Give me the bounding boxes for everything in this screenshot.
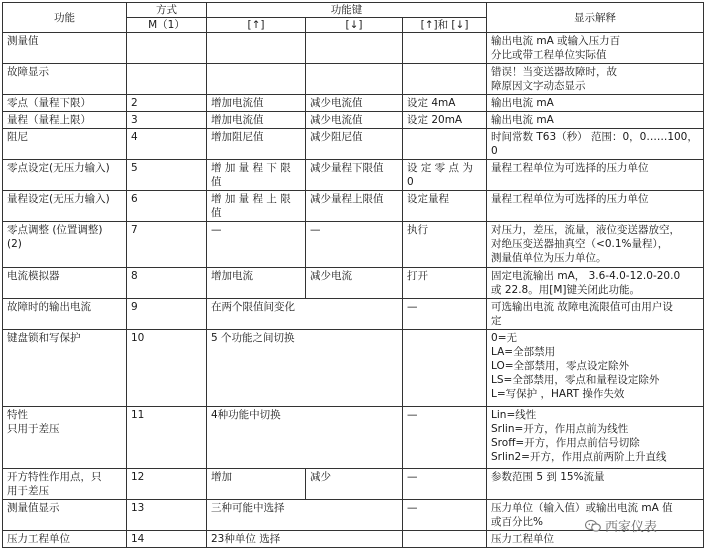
- cell-function: 零点（量程下限）: [3, 95, 127, 112]
- cell-function: 测量值显示: [3, 500, 127, 531]
- cell-display: 输出电流 mA: [487, 95, 704, 112]
- cell-key-up-down: 4种功能中切换: [207, 407, 403, 469]
- cell-display: 对压力，差压，流量，液位变送器放空， 对绝压变送器抽真空（<0.1%量程）， 测量值单位为压力单位。: [487, 222, 704, 268]
- cell-key-both: 执行: [403, 222, 487, 268]
- cell-key-both: 设定 4mA: [403, 95, 487, 112]
- cell-key-both: 设定 20mA: [403, 112, 487, 129]
- function-key-table: [2, 2, 704, 548]
- cell-key-down: 减少电流值: [306, 112, 403, 129]
- cell-mode: [127, 33, 207, 64]
- cell-mode: 10: [127, 330, 207, 407]
- cell-display: 量程工程单位为可选择的压力单位: [487, 191, 704, 222]
- cell-mode: 7: [127, 222, 207, 268]
- cell-mode: 3: [127, 112, 207, 129]
- cell-key-down: 减少量程下限值: [306, 160, 403, 191]
- cell-key-up-down: 5 个功能之间切换: [207, 330, 403, 407]
- cell-function: 电流模拟器: [3, 268, 127, 299]
- cell-key-both: —: [403, 407, 487, 469]
- header-keys: 功能键: [207, 3, 487, 18]
- table-row: [3, 299, 704, 330]
- cell-key-up: 增加: [207, 469, 306, 500]
- cell-display: 可选输出电流 故障电流限值可由用户设 定: [487, 299, 704, 330]
- cell-mode: 2: [127, 95, 207, 112]
- header-key-down: [↓]: [306, 18, 403, 33]
- header-function: 功能: [3, 3, 127, 33]
- cell-key-down: [306, 64, 403, 95]
- cell-key-up: —: [207, 222, 306, 268]
- table-row: [3, 112, 704, 129]
- table-row: [3, 129, 704, 160]
- chat-bubble-icon: [585, 519, 601, 533]
- cell-key-up: [207, 33, 306, 64]
- cell-mode: 9: [127, 299, 207, 330]
- cell-key-both: 设定量程: [403, 191, 487, 222]
- cell-function: 压力工程单位: [3, 531, 127, 548]
- cell-key-both: [403, 33, 487, 64]
- cell-mode: 4: [127, 129, 207, 160]
- cell-key-up: 增加电流值: [207, 112, 306, 129]
- cell-key-down: 减少阻尼值: [306, 129, 403, 160]
- cell-function: 开方特性作用点，只 用于差压: [3, 469, 127, 500]
- cell-mode: 12: [127, 469, 207, 500]
- cell-display: 参数范围 5 到 15%流量: [487, 469, 704, 500]
- cell-mode: [127, 64, 207, 95]
- table-row: [3, 160, 704, 191]
- cell-key-up: [207, 64, 306, 95]
- cell-key-up: 增加阻尼值: [207, 129, 306, 160]
- cell-key-up: 增 加 量 程 下 限 值: [207, 160, 306, 191]
- cell-mode: 6: [127, 191, 207, 222]
- cell-mode: 14: [127, 531, 207, 548]
- cell-display: 压力单位（输入值）或输出电流 mA 值 或百分比%: [487, 500, 704, 531]
- header-display: 显示解释: [487, 3, 704, 33]
- cell-key-down: —: [306, 222, 403, 268]
- cell-mode: 8: [127, 268, 207, 299]
- cell-function: 特性 只用于差压: [3, 407, 127, 469]
- cell-function: 故障时的输出电流: [3, 299, 127, 330]
- header-key-up: [↑]: [207, 18, 306, 33]
- cell-key-both: —: [403, 299, 487, 330]
- table-row: [3, 222, 704, 268]
- cell-key-both: —: [403, 469, 487, 500]
- cell-key-up: 增加电流: [207, 268, 306, 299]
- cell-display: 压力工程单位: [487, 531, 704, 548]
- cell-key-up-down: 三种可能中选择: [207, 500, 403, 531]
- cell-key-both: [403, 330, 487, 407]
- header-mode: 方式: [127, 3, 207, 18]
- cell-display: 时间常数 T63（秒） 范围：0，0……100， 0: [487, 129, 704, 160]
- cell-key-both: [403, 531, 487, 548]
- cell-key-both: [403, 129, 487, 160]
- cell-key-up: 增 加 量 程 上 限 值: [207, 191, 306, 222]
- cell-display: 固定电流输出 mA， 3.6-4.0-12.0-20.0 或 22.8。用[M]键关闭此功能。: [487, 268, 704, 299]
- header-key-both: [↑]和 [↓]: [403, 18, 487, 33]
- table-row: [3, 330, 704, 407]
- table-row: [3, 407, 704, 469]
- cell-key-down: 减少电流: [306, 268, 403, 299]
- table-row: [3, 268, 704, 299]
- cell-function: 量程（量程上限）: [3, 112, 127, 129]
- cell-mode: 13: [127, 500, 207, 531]
- cell-key-down: [306, 33, 403, 64]
- table-row: [3, 469, 704, 500]
- cell-function: 阻尼: [3, 129, 127, 160]
- cell-display: 输出电流 mA 或输入压力百 分比或带工程单位实际值: [487, 33, 704, 64]
- table-row: [3, 64, 704, 95]
- cell-function: 键盘锁和写保护: [3, 330, 127, 407]
- cell-key-both: 设 定 零 点 为 0: [403, 160, 487, 191]
- watermark: [585, 516, 657, 535]
- cell-function: 量程设定(无压力输入): [3, 191, 127, 222]
- cell-function: 故障显示: [3, 64, 127, 95]
- cell-function: 测量值: [3, 33, 127, 64]
- cell-mode: 5: [127, 160, 207, 191]
- cell-key-up-down: 在两个限值间变化: [207, 299, 403, 330]
- header-mode-sub: M（1）: [127, 18, 207, 33]
- cell-key-down: 减少电流值: [306, 95, 403, 112]
- cell-key-both: 打开: [403, 268, 487, 299]
- cell-key-both: [403, 64, 487, 95]
- table-row: [3, 95, 704, 112]
- watermark-text: 西家仪表: [605, 520, 658, 535]
- cell-key-up-down: 23种单位 选择: [207, 531, 403, 548]
- cell-display: 量程工程单位为可选择的压力单位: [487, 160, 704, 191]
- cell-key-both: —: [403, 500, 487, 531]
- table-header-row: [3, 3, 704, 18]
- cell-key-down: 减少量程上限值: [306, 191, 403, 222]
- table-row: [3, 33, 704, 64]
- table-row: [3, 191, 704, 222]
- cell-key-down: 减少: [306, 469, 403, 500]
- cell-display: 0=无 LA=全部禁用 LO=全部禁用，零点设定除外 LS=全部禁用，零点和量程设定除外 L=写保护 ，HART 操作失效: [487, 330, 704, 407]
- cell-key-up: 增加电流值: [207, 95, 306, 112]
- cell-display: Lin=线性 Srlin=开方，作用点前为线性 Sroff=开方，作用点前信号切除 Srlin2=开方，作用点前两阶上升直线: [487, 407, 704, 469]
- cell-mode: 11: [127, 407, 207, 469]
- cell-display: 错误！当变送器故障时，故 障原因文字动态显示: [487, 64, 704, 95]
- cell-display: 输出电流 mA: [487, 112, 704, 129]
- cell-function: 零点调整 (位置调整) (2): [3, 222, 127, 268]
- cell-function: 零点设定(无压力输入): [3, 160, 127, 191]
